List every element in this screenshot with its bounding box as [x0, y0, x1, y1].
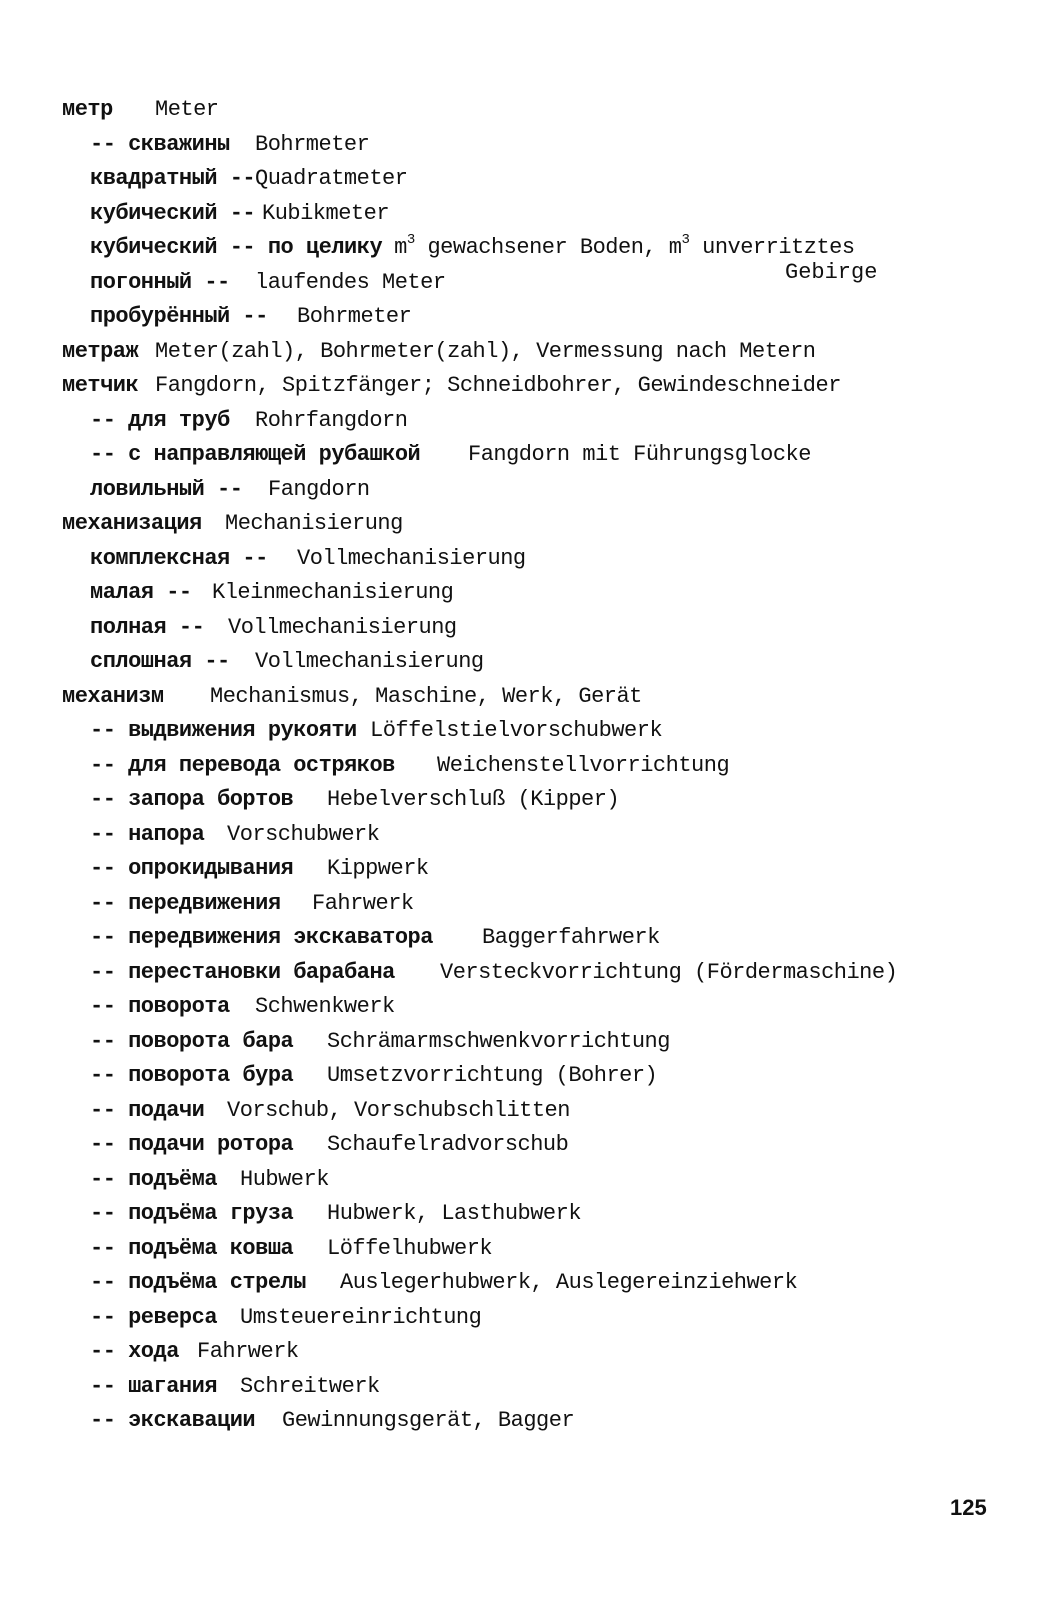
dictionary-entry [90, 1167, 1000, 1193]
entry-russian: пробурённый -- [90, 304, 268, 329]
dictionary-entry [90, 580, 1000, 606]
dictionary-entry [90, 1408, 1000, 1434]
entry-german: Umsetzvorrichtung (Bohrer) [327, 1063, 658, 1088]
dictionary-entry [90, 856, 1000, 882]
entry-russian: комплексная -- [90, 546, 268, 571]
dictionary-entry [90, 994, 1000, 1020]
entry-german: Umsteuereinrichtung [240, 1305, 482, 1330]
entry-german: Fangdorn, Spitzfänger; Schneidbohrer, Gewindeschneider [155, 373, 841, 398]
dictionary-entry [90, 232, 1000, 263]
entry-german: Löffelstielvorschubwerk [370, 718, 663, 743]
entry-russian: механизм [62, 684, 164, 709]
entry-german: Vollmechanisierung [297, 546, 526, 571]
entry-german: Mechanismus, Maschine, Werk, Gerät [210, 684, 642, 709]
entry-german [394, 232, 855, 260]
dictionary-entry [90, 1236, 1000, 1262]
entry-russian: -- подъёма стрелы [90, 1270, 306, 1295]
dictionary-entry [90, 787, 1000, 813]
dictionary-entry [90, 1132, 1000, 1158]
superscript: 3 [681, 232, 690, 248]
entry-russian: -- подъёма [90, 1167, 218, 1192]
entry-russian: -- подъёма ковша [90, 1236, 294, 1261]
entry-german: Hubwerk, Lasthubwerk [327, 1201, 582, 1226]
entry-russian: ловильный -- [90, 477, 243, 502]
entry-russian: метр [62, 97, 113, 122]
entry-russian: кубический -- [90, 201, 256, 226]
entry-german: Baggerfahrwerk [482, 925, 660, 950]
dictionary-entry [90, 304, 1000, 330]
entry-russian: малая -- [90, 580, 192, 605]
entry-german: Schreitwerk [240, 1374, 380, 1399]
entry-russian: -- напора [90, 822, 205, 847]
entry-russian: -- перестановки барабана [90, 960, 395, 985]
entry-russian: -- поворота [90, 994, 230, 1019]
entry-german: Schrämarmschwenkvorrichtung [327, 1029, 670, 1054]
dictionary-entry [90, 442, 1000, 468]
entry-german: Vollmechanisierung [228, 615, 457, 640]
superscript: 3 [406, 232, 415, 248]
dictionary-entry [90, 925, 1000, 951]
entry-russian: -- выдвижения рукояти [90, 718, 357, 743]
entry-german: laufendes Meter [255, 270, 446, 295]
entry-german: Kubikmeter [262, 201, 390, 226]
entry-russian: -- скважины [90, 132, 230, 157]
dictionary-entry [62, 97, 1000, 123]
dictionary-entry [90, 960, 1000, 986]
dictionary-entry [90, 1270, 1000, 1296]
entry-russian: квадратный -- [90, 166, 256, 191]
entry-german: Mechanisierung [225, 511, 403, 536]
dictionary-entry [90, 753, 1000, 779]
entry-russian: -- передвижения [90, 891, 281, 916]
entry-russian: -- экскавации [90, 1408, 256, 1433]
entry-russian: кубический -- по целику [90, 235, 383, 260]
entry-german: Vorschubwerk [227, 822, 380, 847]
dictionary-entry [90, 408, 1000, 434]
dictionary-entry [90, 649, 1000, 675]
dictionary-entry [90, 891, 1000, 917]
entry-russian: сплошная -- [90, 649, 230, 674]
dictionary-entry [90, 1063, 1000, 1089]
entry-german: Quadratmeter [255, 166, 408, 191]
entry-russian: -- реверса [90, 1305, 218, 1330]
dictionary-entry [90, 1201, 1000, 1227]
entry-russian: -- подачи ротора [90, 1132, 294, 1157]
entry-german: Meter(zahl), Bohrmeter(zahl), Vermessung nach Metern [155, 339, 816, 364]
entry-russian: -- для труб [90, 408, 230, 433]
entry-russian: метчик [62, 373, 139, 398]
dictionary-entry [90, 1098, 1000, 1124]
dictionary-entry [90, 1029, 1000, 1055]
entry-german-part: gewachsener Boden, m [414, 235, 682, 260]
entry-russian: полная -- [90, 615, 205, 640]
entry-german: Vorschub, Vorschubschlitten [227, 1098, 570, 1123]
entry-german: Auslegerhubwerk, Auslegereinziehwerk [340, 1270, 798, 1295]
entry-german: Kippwerk [327, 856, 429, 881]
dictionary-entry [62, 511, 1000, 537]
entry-german: Bohrmeter [255, 132, 370, 157]
entry-german: Fangdorn [268, 477, 370, 502]
entry-german: Rohrfangdorn [255, 408, 408, 433]
entry-german: Kleinmechanisierung [212, 580, 454, 605]
dictionary-entry [90, 546, 1000, 572]
entry-continuation: Gebirge [785, 260, 878, 285]
dictionary-entry [62, 339, 1000, 365]
dictionary-entry [62, 684, 1000, 710]
dictionary-entry [90, 718, 1000, 744]
entry-russian: метраж [62, 339, 139, 364]
entry-german: Fangdorn mit Führungsglocke [468, 442, 811, 467]
dictionary-entry [90, 1305, 1000, 1331]
entry-german: Schwenkwerk [255, 994, 395, 1019]
entry-russian: механизация [62, 511, 202, 536]
dictionary-entry [90, 201, 1000, 227]
entry-german: Meter [155, 97, 219, 122]
entry-german: Bohrmeter [297, 304, 412, 329]
dictionary-entry [62, 373, 1000, 399]
entry-russian: -- подъёма груза [90, 1201, 294, 1226]
entry-russian: -- хода [90, 1339, 179, 1364]
dictionary-entry [90, 1339, 1000, 1365]
entry-german: Fahrwerk [312, 891, 414, 916]
entry-german: Versteckvorrichtung (Fördermaschine) [440, 960, 898, 985]
entry-german: Vollmechanisierung [255, 649, 484, 674]
page-number: 125 [950, 1495, 987, 1520]
entry-german-part: m [394, 235, 407, 260]
dictionary-entry [90, 1374, 1000, 1400]
entry-german-part: unverritztes [689, 235, 855, 260]
entry-russian: -- с направляющей рубашкой [90, 442, 421, 467]
entry-russian: погонный -- [90, 270, 230, 295]
dictionary-entry [90, 822, 1000, 848]
entry-russian: -- опрокидывания [90, 856, 294, 881]
entry-german: Hubwerk [240, 1167, 329, 1192]
dictionary-entry [90, 477, 1000, 503]
entry-german: Schaufelradvorschub [327, 1132, 569, 1157]
entry-german: Weichenstellvorrichtung [437, 753, 730, 778]
entry-russian: -- передвижения экскаватора [90, 925, 433, 950]
entry-german: Fahrwerk [197, 1339, 299, 1364]
entry-russian: -- запора бортов [90, 787, 294, 812]
entry-russian: -- поворота бара [90, 1029, 294, 1054]
entry-russian: -- шагания [90, 1374, 218, 1399]
dictionary-entry [90, 166, 1000, 192]
dictionary-entry [90, 615, 1000, 641]
entry-russian: -- поворота бура [90, 1063, 294, 1088]
dictionary-entry [90, 132, 1000, 158]
entry-russian: -- подачи [90, 1098, 205, 1123]
entry-russian: -- для перевода остряков [90, 753, 395, 778]
entry-german: Gewinnungsgerät, Bagger [282, 1408, 575, 1433]
entry-german: Hebelverschluß (Kipper) [327, 787, 620, 812]
entry-german: Löffelhubwerk [327, 1236, 493, 1261]
